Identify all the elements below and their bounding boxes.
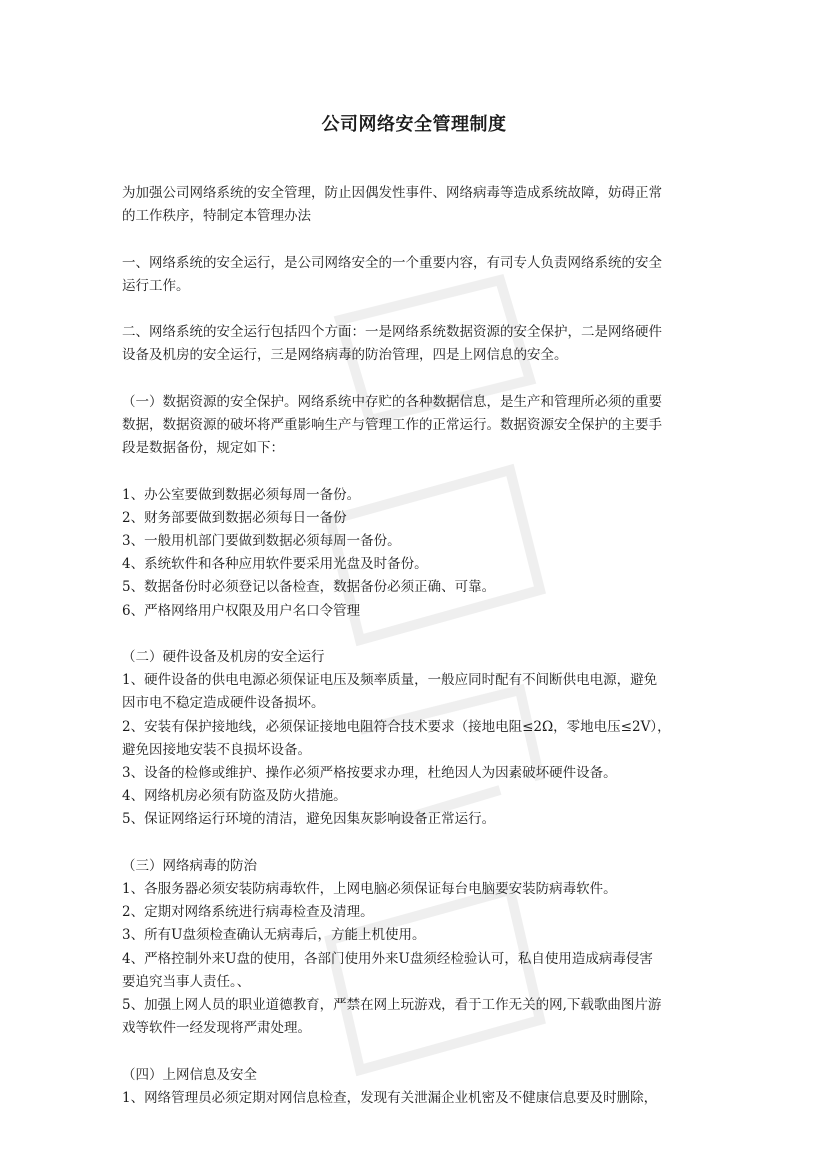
part1-item: 4、系统软件和各种应用软件要采用光盘及时备份。 — [122, 556, 428, 573]
part4-line: 1、网络管理员必须定期对网信息检查，发现有关泄漏企业机密及不健康信息要及时删除， — [122, 1089, 658, 1106]
part2-line: 5、保证网络运行环境的清洁，避免因集灰影响设备正常运行。 — [122, 811, 496, 828]
part2-line: 3、设备的检修或维护、操作必须严格按要求办理，杜绝因人为因素破坏硬件设备。 — [122, 765, 617, 781]
part1-heading-line: （一）数据资源的安全保护。网络系统中存贮的各种数据信息，是生产和管理所必须的重要 — [122, 393, 662, 410]
part1-item: 2、财务部要做到数据必须每日一备份 — [122, 509, 347, 526]
part1-item: 3、一般用机部门要做到数据必须每周一备份。 — [122, 532, 401, 549]
document-title: 公司网络安全管理制度 — [321, 114, 507, 135]
section1-line: 运行工作。 — [122, 277, 190, 294]
document-body — [122, 182, 712, 1110]
part3-line: 4、严格控制外来U盘的使用，各部门使用外来U盘须经检验认可，私自使用造成病毒侵害 — [122, 950, 653, 967]
part2-line: 2、安装有保护接地线，必须保证接地电阻符合技术要求（接地电阻≤2Ω，零地电压≤2V）， — [122, 718, 671, 735]
part1-heading-line: 数据，数据资源的破坏将严重影响生产与管理工作的正常运行。数据资源安全保护的主要手 — [122, 416, 662, 433]
section2-line: 二、网络系统的安全运行包括四个方面：一是网络系统数据资源的安全保护，二是网络硬件 — [122, 324, 662, 341]
part3-line: 3、所有U盘须检查确认无病毒后，方能上机使用。 — [122, 927, 426, 944]
part1-item: 1、办公室要做到数据必须每周一备份。 — [122, 486, 361, 503]
part3-line: 要追究当事人责任。、 — [122, 973, 251, 990]
part1-item: 5、数据备份时必须登记以备检查，数据备份必须正确、可靠。 — [122, 579, 496, 596]
part4-heading: （四）上网信息及安全 — [122, 1066, 257, 1083]
part2-line: 因市电不稳定造成硬件设备损坏。 — [122, 695, 325, 712]
part3-line: 戏等软件一经发现将严肃处理。 — [122, 1020, 311, 1037]
section2-line: 设备及机房的安全运行，三是网络病毒的防治管理，四是上网信息的安全。 — [122, 347, 568, 364]
part1-item: 6、严格网络用户权限及用户名口令管理 — [122, 602, 361, 619]
intro-line: 为加强公司网络系统的安全管理，防止因偶发性事件、网络病毒等造成系统故障，妨碍正常 — [122, 185, 662, 201]
part3-line: 5、加强上网人员的职业道德教育，严禁在网上玩游戏，看于工作无关的网,下载歌曲图片游 — [122, 997, 662, 1014]
part3-line: 2、定期对网络系统进行病毒检查及清理。 — [122, 904, 374, 921]
part3-heading: （三）网络病毒的防治 — [122, 857, 257, 874]
part3-line: 1、各服务器必须安装防病毒软件，上网电脑必须保证每台电脑要安装防病毒软件。 — [122, 881, 617, 897]
intro-line: 的工作秩序，特制定本管理办法 — [122, 208, 311, 225]
part2-heading: （二）硬件设备及机房的安全运行 — [122, 648, 325, 665]
part2-line: 4、网络机房必须有防盗及防火措施。 — [122, 788, 347, 805]
part2-line: 避免因接地安装不良损坏设备。 — [122, 741, 311, 758]
section1-line: 一、网络系统的安全运行，是公司网络安全的一个重要内容，有司专人负责网络系统的安全 — [122, 254, 662, 271]
part2-line: 1、硬件设备的供电电源必须保证电压及频率质量，一般应同时配有不间断供电电源，避免 — [122, 672, 658, 689]
part1-heading-line: 段是数据备份，规定如下： — [122, 440, 284, 457]
